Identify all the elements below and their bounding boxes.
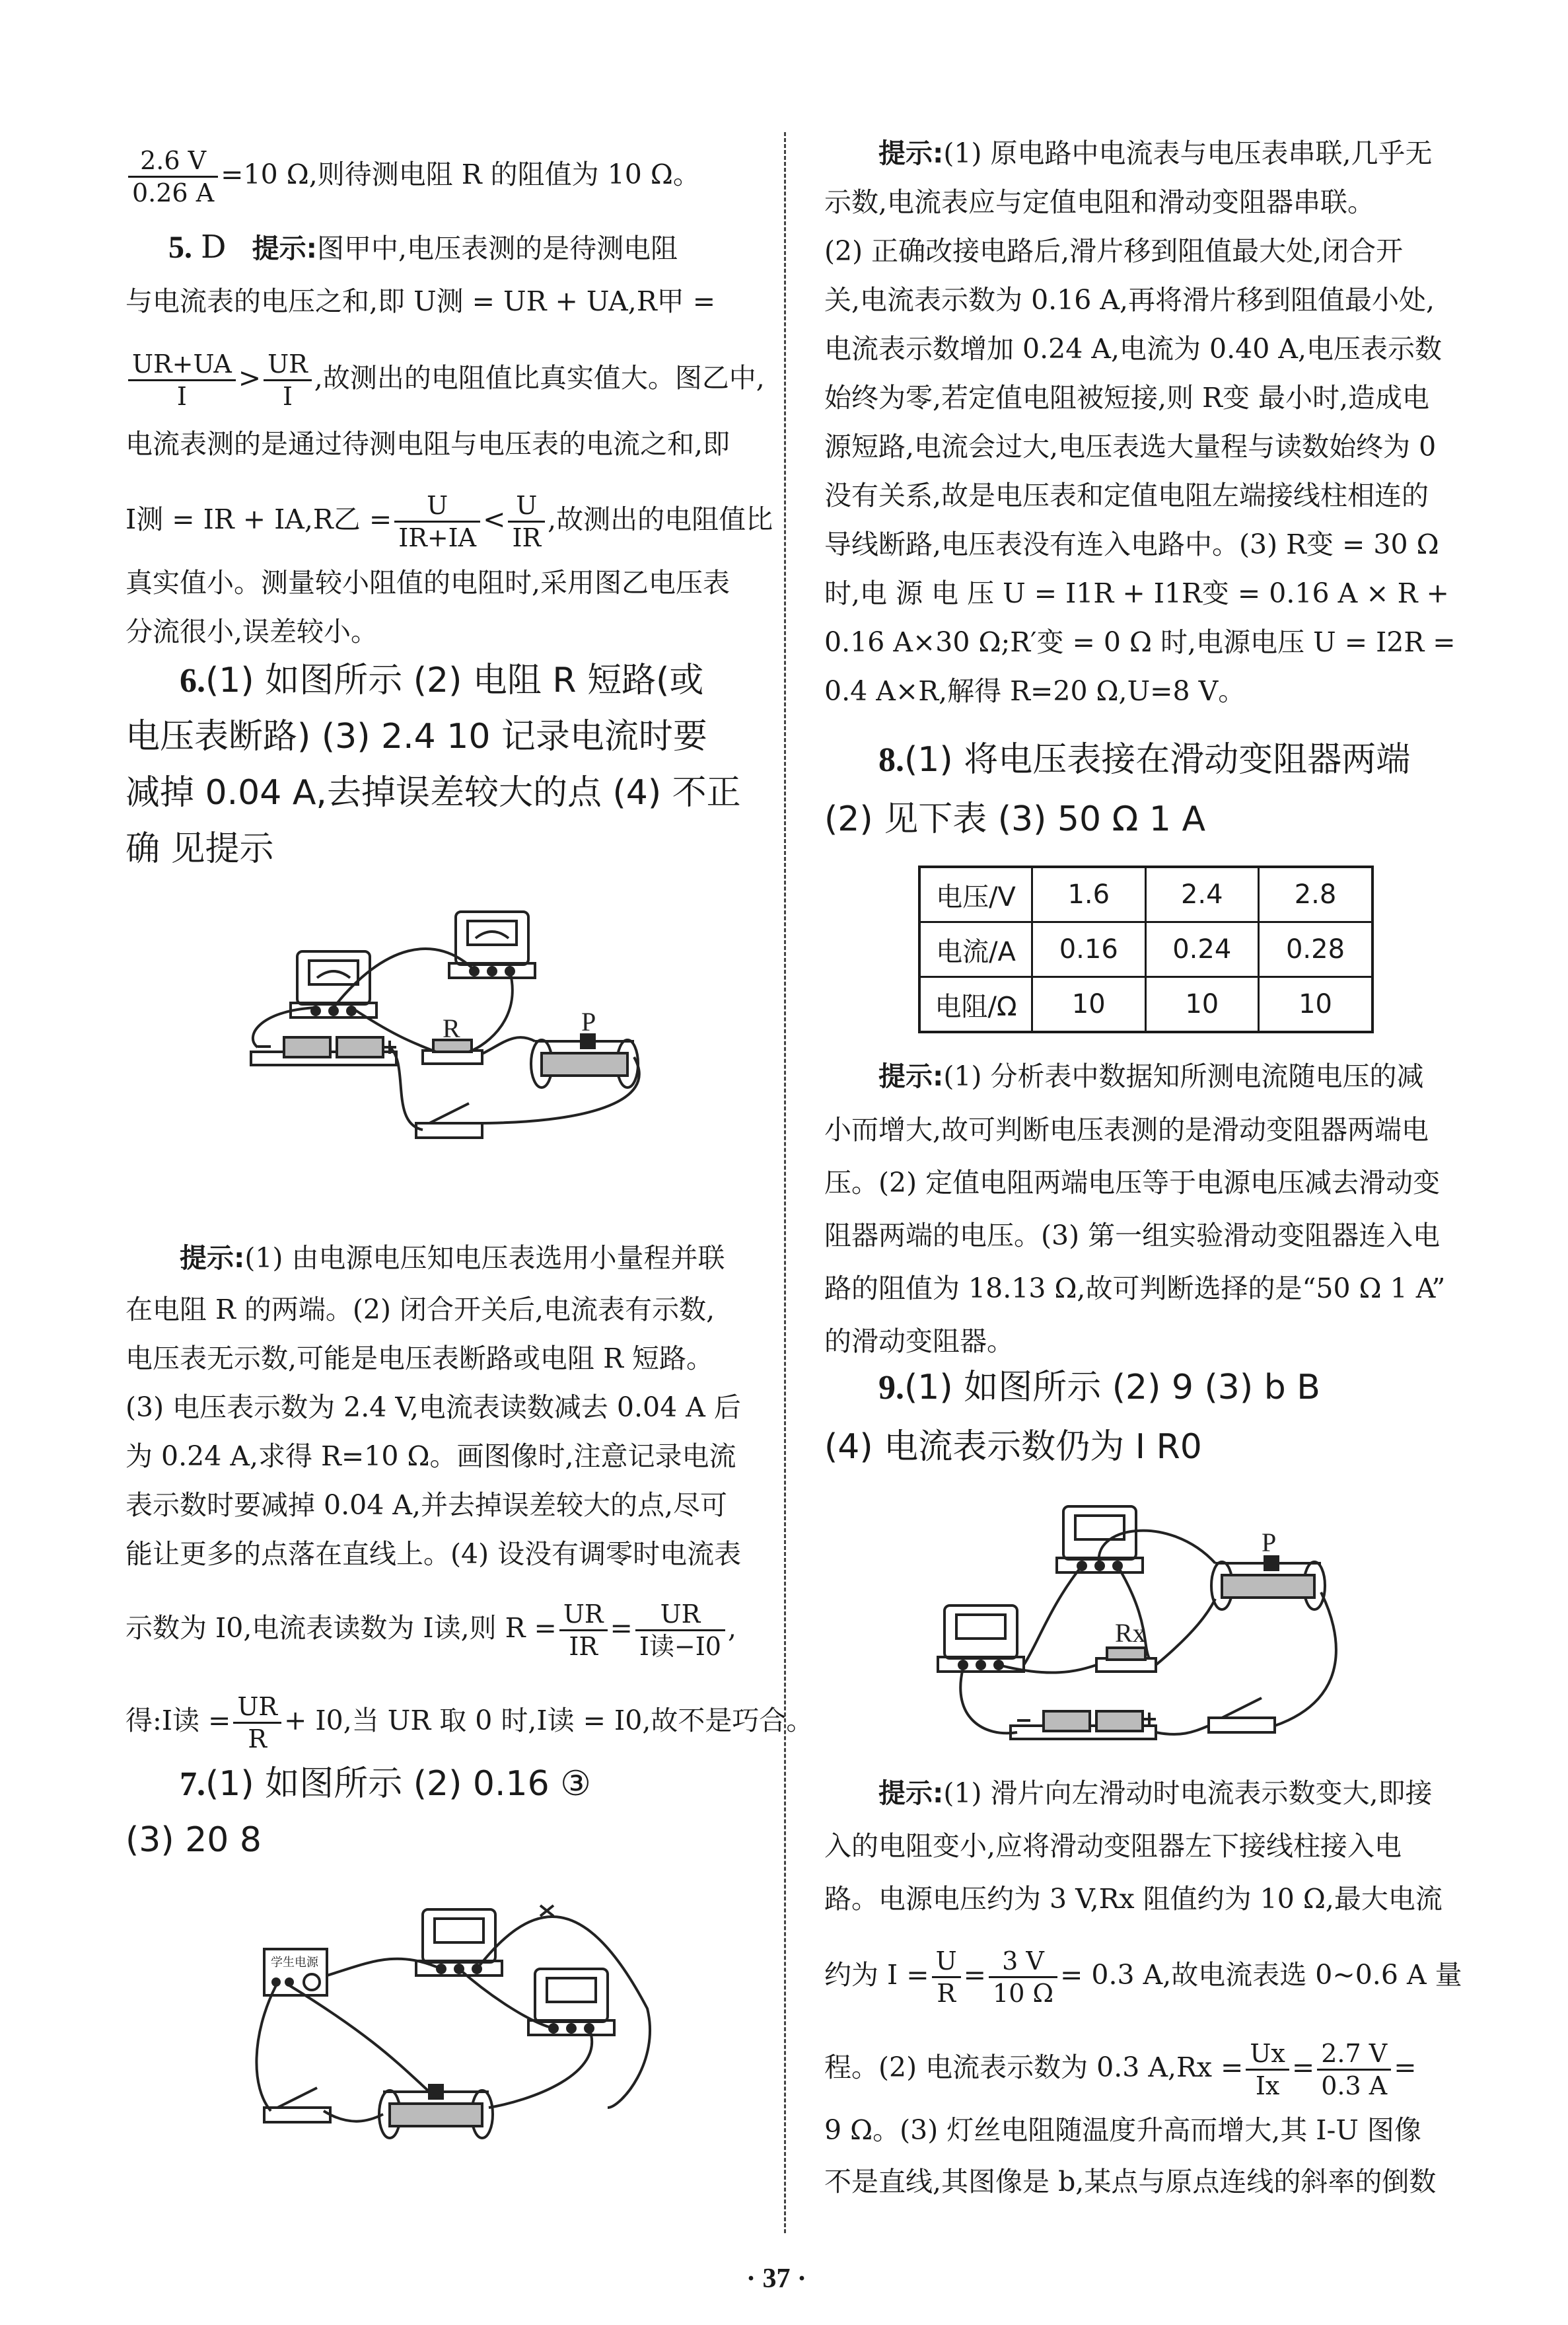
fraction: $\frac{2.6 V}{0.26 A}$ [128,145,218,208]
q9-line-2: (4) 电流表示数仍为 I R0 [824,1427,1202,1467]
q8-hint-5: 路的阻值为 18.13 Ω,故可判断选择的是“50 Ω 1 A” [824,1273,1446,1304]
q9-hint-7: 不是直线,其图像是 b,某点与原点连线的斜率的倒数 [824,2166,1437,2197]
q7-hint-12: 0.4 A×R,解得 R=20 Ω,U=8 V。 [824,675,1246,707]
circuit-figure-6 [238,905,687,1156]
q6-hint-8: 示数为 I0,电流表读数为 I读,则 R = $\frac{UR}{IR}$ = $\frac{UR}{\text{I读−I0}}$ , [125,1600,736,1661]
q8-hint-6: 的滑动变阻器。 [824,1325,1014,1357]
q9-hint-3: 路。电源电压约为 3 V,Rx 阻值约为 10 Ω,最大电流 [824,1883,1443,1915]
q8-line-2: (2) 见下表 (3) 50 Ω 1 A [824,799,1206,839]
q6-hint-6: 表示数时要减掉 0.04 A,并去掉误差较大的点,尽可 [125,1489,728,1521]
page-number: · 37 · [746,2264,807,2294]
q6-hint-2: 在电阻 R 的两端。(2) 闭合开关后,电流表有示数, [125,1294,715,1325]
q6-line-1: 6.(1) 如图所示 (2) 电阻 R 短路(或 [180,661,704,700]
q6-hint-3: 电压表无示数,可能是电压表断路或电阻 R 短路。 [125,1343,713,1374]
switch-icon [416,1103,482,1138]
q5-line-3: $\frac{UR+UA}{I}$ > $\frac{UR}{I}$ ,故测出的电阻值比真实值大。图乙中, [125,349,765,412]
circuit-figure-9 [931,1500,1354,1764]
resistor-icon [423,1014,482,1064]
table-row: 电阻/Ω 10 10 10 [919,977,1372,1033]
resistor-label: R [443,1014,460,1043]
q6-hint-4: (3) 电压表示数为 2.4 V,电流表读数减去 0.04 A 后 [125,1391,741,1423]
rheostat-icon [531,1007,638,1088]
data-table [918,866,1374,1033]
q7-hint-11: 0.16 A×30 Ω;R′变 = 0 Ω 时,电源电压 U = I2R = [824,626,1456,658]
q7-hint-3: (2) 正确改接电路后,滑片移到阻值最大处,闭合开 [824,235,1404,267]
q6-hint-7: 能让更多的点落在直线上。(4) 设没有调零时电流表 [125,1538,742,1570]
q5-line-1: 5. D 提示:图甲中,电压表测的是待测电阻 [168,229,678,266]
battery-icon [1011,1711,1156,1739]
q5-line-5: I测 = IR + IA,R乙 = $\frac{U}{IR+IA}$ < $\frac{U}{IR}$ ,故测出的电阻值比 [125,491,773,552]
ammeter-icon [938,1605,1024,1672]
rheostat-icon [1211,1528,1325,1609]
q7-hint-7: 源短路,电流会过大,电压表选大量程与读数始终为 0 [824,431,1437,462]
q6-line-2: 电压表断路) (3) 2.4 10 记录电流时要 [125,717,707,757]
q8-hint-2: 小而增大,故可判断电压表测的是滑动变阻器两端电 [824,1114,1429,1146]
q9-line-1: 9.(1) 如图所示 (2) 9 (3) b B [878,1368,1320,1407]
q7-hint-1: 提示:(1) 原电路中电流表与电压表串联,几乎无 [878,137,1433,169]
line-l1: $\frac{2.6 V}{0.26 A}$ =10 Ω,则待测电阻 R 的阻值为 10 Ω。 [125,145,700,208]
q6-line-3: 减掉 0.04 A,去掉误差较大的点 (4) 不正 [125,773,741,813]
power-supply-label: 学生电源 [271,1956,318,1969]
table-row: 电流/A 0.16 0.24 0.28 [919,922,1372,977]
circuit-figure-7 [251,1890,660,2180]
resistor-label: Rx [1115,1618,1146,1648]
q6-hint-9: 得:I读 = $\frac{UR}{R}$ + I0,当 UR 取 0 时,I读 = I0,故不是巧合。 [125,1692,814,1753]
q8-hint-3: 压。(2) 定值电阻两端电压等于电源电压减去滑动变 [824,1167,1441,1199]
q8-line-1: 8.(1) 将电压表接在滑动变阻器两端 [878,740,1411,780]
q8-hint-4: 阻器两端的电压。(3) 第一组实验滑动变阻器连入电 [824,1220,1441,1251]
q9-hint-4: 约为 I = $\frac{U}{R}$ = $\frac{3 V}{10 \Omega}$ = 0.3 A,故电流表选 0~0.6 A 量 [824,1946,1462,2008]
q7-hint-4: 关,电流表示数为 0.16 A,再将滑片移到阻值最小处, [824,284,1435,316]
q7-hint-8: 没有关系,故是电压表和定值电阻左端接线柱相连的 [824,480,1429,511]
slider-label: P [581,1007,596,1037]
q9-hint-5: 程。(2) 电流表示数为 0.3 A,Rx = $\frac{Ux}{Ix}$ = $\frac{2.7 V}{0.3 A}$ = [824,2039,1417,2100]
q7-hint-9: 导线断路,电压表没有连入电路中。(3) R变 = 30 Ω [824,529,1439,560]
q8-hint-1: 提示:(1) 分析表中数据知所测电流随电压的减 [878,1060,1424,1092]
q7-hint-2: 示数,电流表应与定值电阻和滑动变阻器串联。 [824,186,1375,218]
q7-hint-5: 电流表示数增加 0.24 A,电流为 0.40 A,电压表示数 [824,333,1442,365]
q6-hint-1: 提示:(1) 由电源电压知电压表选用小量程并联 [180,1242,725,1274]
q5-line-6: 真实值小。测量较小阻值的电阻时,采用图乙电压表 [125,567,731,599]
rheostat-icon [379,2085,493,2138]
q5-line-4: 电流表测的是通过待测电阻与电压表的电流之和,即 [125,428,731,460]
ammeter-icon [416,1909,502,1975]
q7-hint-10: 时,电 源 电 压 U = I1R + I1R变 = 0.16 A × R + [824,577,1449,609]
q6-line-4: 确 见提示 [125,829,274,869]
q9-hint-2: 入的电阻变小,应将滑动变阻器左下接线柱接入电 [824,1830,1402,1862]
q5-line-2: 与电流表的电压之和,即 U测 = UR + UA,R甲 = [125,285,716,317]
q7-hint-6: 始终为零,若定值电阻被短接,则 R变 最小时,造成电 [824,382,1430,414]
table-row: 电压/V 1.6 2.4 2.8 [919,867,1372,922]
column-divider [784,132,786,2233]
q7-line-2: (3) 20 8 [125,1820,262,1860]
switch-icon [264,2088,330,2122]
voltmeter-icon [449,912,535,978]
slider-label: P [1262,1528,1277,1557]
q9-hint-1: 提示:(1) 滑片向左滑动时电流表示数变大,即接 [878,1777,1433,1809]
q6-hint-5: 为 0.24 A,求得 R=10 Ω。画图像时,注意记录电流 [125,1440,736,1472]
switch-icon [1209,1698,1275,1732]
q7-line-1: 7.(1) 如图所示 (2) 0.16 ③ [180,1764,591,1804]
q5-line-7: 分流很小,误差较小。 [125,616,378,647]
battery-icon [251,1037,396,1065]
q9-hint-6: 9 Ω。(3) 灯丝电阻随温度升高而增大,其 I-U 图像 [824,2114,1421,2146]
